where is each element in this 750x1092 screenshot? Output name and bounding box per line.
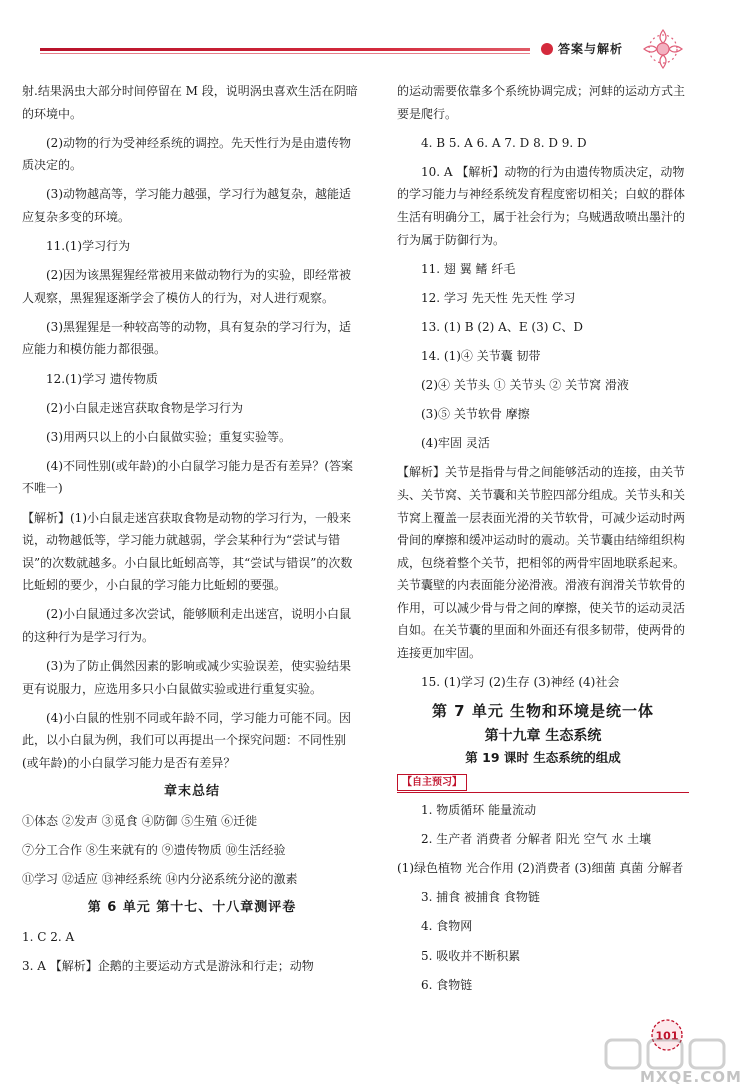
answer-paragraph: (1)绿色植物 光合作用 (2)消费者 (3)细菌 真菌 分解者	[397, 861, 684, 876]
preview-tag: 【自主预习】	[397, 774, 467, 791]
answer-paragraph: (3)⑤ 关节软骨 摩擦	[421, 407, 530, 422]
answer-paragraph: 4. B 5. A 6. A 7. D 8. D 9. D	[421, 135, 587, 150]
preview-tag-row	[397, 770, 689, 793]
answer-paragraph: (4)牢固 灵活	[421, 436, 490, 451]
answer-paragraph: (3)用两只以上的小白鼠做实验；重复实验等。	[46, 429, 291, 444]
answer-paragraph: 【解析】关节是指骨与骨之间能够活动的连接，由关节头、关节窝、关节囊和关节腔四部分组成。关节头和关节窝上覆盖一层表面光滑的关节软骨，可减少运动时两骨间的摩擦和缓冲运动时的震动。关节囊由结缔组织构成，包绕着整个关节，把相邻的两骨牢固地联系起来。关节囊壁的内表面能分泌滑液。滑液有润滑关节软骨的作用，可以减少骨与骨之间的摩擦，使关节的运动灵活自如。在关节囊的里面和外面还有很多韧带，使两骨的连接更加牢固。	[397, 465, 686, 661]
left-column	[22, 80, 362, 984]
answer-paragraph: (3)动物越高等，学习能力越强，学习行为越复杂，越能适应复杂多变的环境。	[22, 187, 352, 224]
answer-paragraph: 4. 食物网	[421, 919, 473, 934]
answer-paragraph: 射.结果涡虫大部分时间停留在 M 段，说明涡虫喜欢生活在阴暗的环境中。	[22, 84, 358, 121]
flower-decoration-icon	[640, 26, 686, 72]
answer-paragraph: (4)小白鼠的性别不同或年龄不同，学习能力可能不同。因此，以小白鼠为例，我们可以再提出一个探究问题：不同性别(或年龄)的小白鼠学习能力是否有差异？	[22, 710, 352, 770]
answer-paragraph: ⑪学习 ⑫适应 ⑬神经系统 ⑭内分泌系统分泌的激素	[22, 871, 298, 886]
answer-paragraph: 12. 学习 先天性 先天性 学习	[421, 290, 576, 305]
section-heading: 第 6 单元 第十七、十八章测评卷	[87, 899, 297, 915]
answer-paragraph: (3)黑猩猩是一种较高等的动物，具有复杂的学习行为，适应能力和模仿能力都很强。	[22, 319, 352, 357]
answer-paragraph: 13. (1) B (2) A、E (3) C、D	[421, 319, 584, 334]
answer-paragraph: (2)小白鼠走迷宫获取食物是学习行为	[46, 400, 243, 415]
watermark-text: MXQE.COM	[640, 1068, 742, 1086]
running-header: 答案与解析	[558, 42, 624, 56]
answer-paragraph: ①体态 ②发声 ③觅食 ④防御 ⑤生殖 ⑥迁徙	[22, 813, 258, 828]
answer-paragraph: 14. (1)④ 关节囊 韧带	[421, 348, 541, 363]
answer-paragraph: 3. 捕食 被捕食 食物链	[421, 890, 540, 905]
lesson-heading: 第 19 课时 生态系统的组成	[465, 750, 621, 766]
unit-heading: 第 7 单元 生物和环境是统一体	[431, 702, 655, 721]
answer-paragraph: 6. 食物链	[421, 977, 473, 992]
answer-paragraph: 12.(1)学习 遗传物质	[46, 371, 158, 386]
header-rule	[40, 48, 530, 51]
header-bullet-icon	[541, 43, 553, 55]
answer-paragraph: 15. (1)学习 (2)生存 (3)神经 (4)社会	[421, 675, 620, 690]
answer-paragraph: (3)为了防止偶然因素的影响或减少实验误差，使实验结果更有说服力，应选用多只小白鼠做实验或进行重复实验。	[22, 659, 352, 696]
answer-paragraph: 11.(1)学习行为	[46, 239, 131, 254]
answer-paragraph: 【解析】(1)小白鼠走迷宫获取食物是动物的学习行为，一般来说，动物越低等，学习能力就越弱，学会某种行为“尝试与错误”的次数就越多。小白鼠比蚯蚓高等，其“尝试与错误”的次数比蚯蚓的要少，小白鼠的学习能力比蚯蚓的要强。	[22, 510, 353, 593]
answer-paragraph: 1. C 2. A	[22, 929, 75, 944]
section-heading: 章末总结	[163, 784, 220, 800]
page-number: 101	[655, 1029, 679, 1043]
header-rule-thin	[40, 53, 530, 54]
answer-paragraph: ⑦分工合作 ⑧生来就有的 ⑨遗传物质 ⑩生活经验	[22, 842, 286, 857]
answer-paragraph: 10. A 【解析】动物的行为由遗传物质决定，动物的学习能力与神经系统发育程度密切相关；白蚁的群体生活有明确分工，属于社会行为；乌贼遇敌喷出墨汁的行为属于防御行为。	[397, 164, 686, 247]
answer-paragraph: 1. 物质循环 能量流动	[421, 803, 537, 818]
answer-paragraph: (2)动物的行为受神经系统的调控。先天性行为是由遗传物质决定的。	[22, 135, 352, 173]
answer-paragraph: 5. 吸收并不断积累	[421, 948, 521, 963]
answer-paragraph: (2)小白鼠通过多次尝试，能够顺利走出迷宫，说明小白鼠的这种行为是学习行为。	[22, 607, 352, 644]
tag-divider	[397, 792, 689, 793]
answer-paragraph: 3. A 【解析】企鹅的主要运动方式是游泳和行走；动物	[22, 958, 314, 973]
answer-paragraph: (2)④ 关节头 ① 关节头 ② 关节窝 滑液	[421, 378, 629, 393]
answer-paragraph: 11. 翅 翼 鳍 纤毛	[421, 261, 516, 276]
answer-paragraph: 2. 生产者 消费者 分解者 阳光 空气 水 土壤	[421, 832, 652, 847]
chapter-heading: 第十九章 生态系统	[484, 727, 602, 744]
answer-paragraph: 的运动需要依靠多个系统协调完成；河蚌的运动方式主要是爬行。	[397, 84, 686, 121]
answer-paragraph: (2)因为该黑猩猩经常被用来做动物行为的实验，即经常被人观察，黑猩猩逐渐学会了模仿人的行为，对人进行观察。	[22, 268, 352, 305]
right-column	[397, 80, 689, 1003]
answer-paragraph: (4)不同性别(或年龄)的小白鼠学习能力是否有差异？(答案不唯一)	[22, 458, 354, 496]
